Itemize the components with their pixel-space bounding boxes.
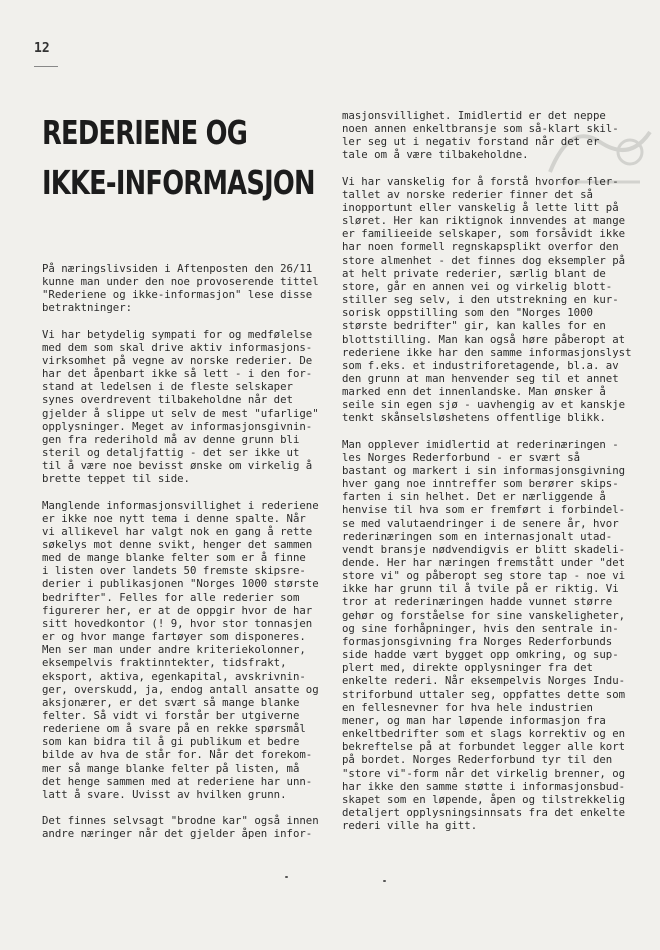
page-number-rule [34,66,58,67]
headline-line-1: REDERIENE OG [42,113,248,152]
page-number: 12 [34,41,50,56]
left-paragraph-4: Det finnes selvsagt "brodne kar" også innen andre næringer når det gjelder åpen infor- [42,814,319,841]
right-paragraph-2: Vi har vanskelig for å forstå hvorfor fler- tallet av norske rederier finner det så inopportunt eller vanskelig å lette litt på sløret. Her kan riktignok innvendes at mange er familieeide selskaper, som forsåvidt ikke har noen formell regnskapsplikt overfor den store almenhet - det finnes dog eksempler på at helt private rederier, særlig blant de store, går en annen vei og virkelig blott- stiller seg selv, i den utstrekning en kur- sorisk oppstilling som den "Norges 1000 største bedrifter" gir, kan kalles for en blottstilling. Man kan også høre påberopt at rederiene ikke har den samme informasjonslyst som f.eks. et industriforetagende, bl.a. av den grunn at man henvender seg til et annet marked enn det innenlandske. Man ønsker å seile sin egen sjø - uavhengig av et kanskje tenkt skånselsløshetens offentlige blikk. [342,174,632,425]
headline-line-2: IKKE-INFORMASJON [42,163,315,202]
left-column [42,262,342,853]
right-paragraph-1: masjonsvillighet. Imidlertid er det neppe noen annen enkeltbransje som så-klart skil- ler seg ut i negativ forstand når det er tale om å være tilbakeholdne. [342,109,619,162]
left-paragraph-2: Vi har betydelig sympati for og medfølelse med dem som skal drive aktiv informasjons- virksomhet på vegne av norske rederier. De har det åpenbart ikke så lett - i den for- stand at ledelsen i de fleste selskaper synes overdrevent tilbakeholdne når det gjelder å slippe ut selv de mest "ufarlige" opplysninger. Meget av informasjonsgivnin- gen fra rederihold må av denne grunn bli steril og detaljfattig - det ser ikke ut til å være noe bevisst ønske om virkelig å brette teppet til side. [42,327,319,486]
print-speck [285,876,288,878]
article-headline [42,108,315,208]
print-speck [383,880,386,882]
right-paragraph-3: Man opplever imidlertid at rederinæringen - les Norges Rederforbund - er svært så bastant og markert i sin informasjonsgivning hver gang noe inntreffer som berører skips- farten i sin helhet. Det er nærliggende å henvise til hva som er fremført i forbindel- se med valutaendringer i de senere år, hvor rederinæringen som en internasjonalt utad- vendt bransje nødvendigvis er blitt skadeli- dende. Her har næringen fremstått under "det store vi" og påberopt seg store tap - noe vi ikke har grunn til å tvile på er riktig. Vi tror at rederinæringen hadde vunnet større gehør og forståelse for sine vanskeligheter, og sine forhåpninger, hvis den sentrale in- formasjonsgivning fra Norges Rederforbunds side hadde vært bygget opp omkring, og sup- plert med, direkte opplysninger fra det enkelte rederi. Når eksempelvis Norges Indu- striforbund uttaler seg, oppfattes dette som en fellesnevner for hva hele industrien mener, og man har løpende informasjon fra enkeltbedrifter som et slags korrektiv og en bekreftelse på at forbundet legger alle kort på bordet. Norges Rederforbund tyr til den "store vi"-form når det virkelig brenner, og har ikke den samme støtte i informasjonsbud- skapet som en løpende, åpen og tilstrekkelig detaljert opplysningsinnsats fra det enkelte rederi ville ha gitt. [342,437,626,833]
left-paragraph-3: Manglende informasjonsvillighet i rederiene er ikke noe nytt tema i denne spalte. Når vi allikevel har valgt nok en gang å rette søkelys mot denne svikt, henger det sammen med de mange blanke felter som er å finne i listen over landets 50 fremste skipsre- derier i publikasjonen "Norges 1000 største bedrifter". Felles for alle rederier som figurerer her, er at de oppgir hvor de har sitt hovedkontor (! 9, hvor stor tonnasjen er og hvor mange fartøyer som disponeres. Men ser man under andre kriteriekolonner, eksempelvis fraktinntekter, tidsfrakt, eksport, aktiva, egenkapital, avskrivnin- ger, overskudd, ja, endog antall ansatte og aksjonærer, er det svært så mange blanke felter. Så vidt vi forstår ber utgiverne rederiene om å svare på en rekke spørsmål som kan bidra til å gi publikum et bedre bilde av hva de står for. Når det forekom- mer så mange blanke felter på listen, må det henge sammen med at rederiene har unn- latt å svare. Uvisst av hvilken grunn. [42,498,319,801]
left-paragraph-1: På næringslivsiden i Aftenposten den 26/11 kunne man under den noe provoserende tittel "Rederiene og ikke-informasjon" lese disse betraktninger: [42,262,319,315]
right-column [342,109,638,845]
